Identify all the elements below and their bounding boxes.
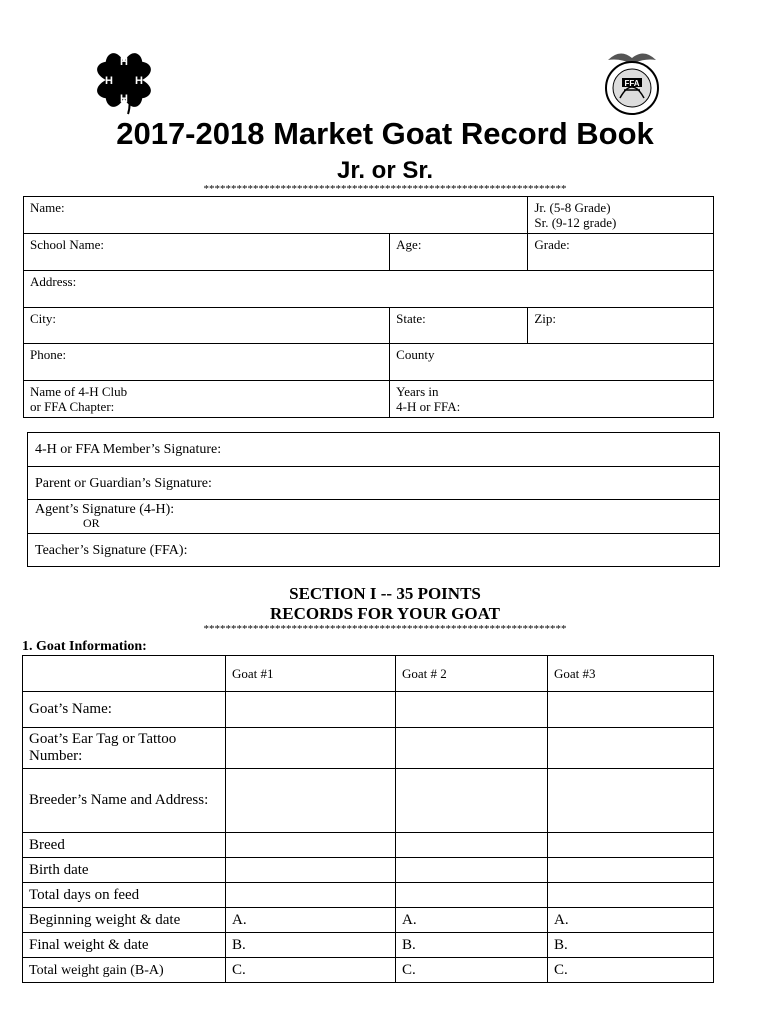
years-field[interactable] (390, 381, 714, 418)
ffa-emblem-logo (598, 46, 666, 118)
zip-field[interactable] (528, 308, 714, 344)
name-field[interactable] (24, 197, 528, 234)
goat-2-name-cell[interactable] (396, 692, 548, 728)
goat-3-birth-cell[interactable] (548, 858, 714, 883)
svg-text:H: H (120, 56, 128, 68)
goat-1-begin-cell[interactable]: A. (226, 908, 396, 933)
weight-gain-label: Total weight gain (B-A) (23, 958, 226, 983)
section-heading: SECTION I -- 35 POINTS (289, 584, 481, 603)
personal-info-table (23, 196, 714, 418)
school-name-field[interactable] (24, 234, 390, 271)
goat-1-name-cell[interactable] (226, 692, 396, 728)
school-name-label: School Name: (30, 237, 105, 252)
breeder-label: Breeder’s Name and Address: (23, 769, 226, 833)
state-field[interactable] (390, 308, 528, 344)
years-label-line1: Years in (396, 384, 439, 399)
goat-2-gain-cell[interactable]: C. (396, 958, 548, 983)
phone-label: Phone: (30, 347, 67, 362)
goat-2-breed-cell[interactable] (396, 833, 548, 858)
goat-2-final-cell[interactable]: B. (396, 933, 548, 958)
goat-1-birth-cell[interactable] (226, 858, 396, 883)
goat-1-days-cell[interactable] (226, 883, 396, 908)
goat-2-breeder-cell[interactable] (396, 769, 548, 833)
zip-label: Zip: (534, 311, 557, 326)
grade-field[interactable] (528, 234, 714, 271)
division-field[interactable] (528, 197, 714, 234)
svg-text:H: H (105, 75, 113, 87)
agent-signature-label: Agent’s Signature (4-H): (35, 502, 175, 517)
goat-header-blank (23, 656, 226, 692)
parent-signature-field[interactable] (28, 467, 720, 500)
goat-2-days-cell[interactable] (396, 883, 548, 908)
goat-name-label: Goat’s Name: (23, 692, 226, 728)
svg-text:H: H (120, 93, 128, 105)
or-label: OR (83, 516, 100, 530)
age-label: Age: (396, 237, 422, 252)
goat-3-name-cell[interactable] (548, 692, 714, 728)
goat-tag-label-line2: Number: (29, 748, 83, 764)
goat-2-header: Goat # 2 (396, 656, 548, 692)
signatures-table (27, 432, 720, 567)
member-signature-field[interactable] (28, 433, 720, 467)
agent-signature-field[interactable] (28, 500, 720, 534)
page-subtitle: Jr. or Sr. (336, 157, 434, 184)
city-label: City: (30, 311, 57, 326)
goat-1-breed-cell[interactable] (226, 833, 396, 858)
goat-3-gain-cell[interactable]: C. (548, 958, 714, 983)
svg-text:H: H (135, 75, 143, 87)
goat-2-begin-cell[interactable]: A. (396, 908, 548, 933)
city-field[interactable] (24, 308, 390, 344)
club-chapter-field[interactable] (24, 381, 390, 418)
goat-info-table (22, 655, 714, 983)
club-label-line2: or FFA Chapter: (30, 399, 115, 414)
phone-field[interactable] (24, 344, 390, 381)
breed-label: Breed (23, 833, 226, 858)
name-label: Name: (30, 200, 65, 215)
age-field[interactable] (390, 234, 528, 271)
sr-division-label: Sr. (9-12 grade) (534, 215, 617, 230)
4h-clover-logo (88, 44, 160, 122)
goat-3-tag-cell[interactable] (548, 728, 714, 769)
years-label-line2: 4-H or FFA: (396, 399, 461, 414)
goat-info-heading: 1. Goat Information: (22, 639, 147, 654)
county-field[interactable] (390, 344, 714, 381)
parent-signature-label: Parent or Guardian’s Signature: (35, 476, 212, 491)
section-subheading: RECORDS FOR YOUR GOAT (270, 604, 500, 623)
goat-1-breeder-cell[interactable] (226, 769, 396, 833)
section-star-divider: ****************************************************************** (203, 623, 567, 635)
state-label: State: (396, 311, 426, 326)
goat-tag-label-line1: Goat’s Ear Tag or Tattoo (29, 731, 177, 747)
days-on-feed-label: Total days on feed (23, 883, 226, 908)
goat-3-begin-cell[interactable]: A. (548, 908, 714, 933)
final-weight-label: Final weight & date (23, 933, 226, 958)
member-signature-label: 4-H or FFA Member’s Signature: (35, 442, 222, 457)
goat-3-breeder-cell[interactable] (548, 769, 714, 833)
goat-1-gain-cell[interactable]: C. (226, 958, 396, 983)
goat-1-final-cell[interactable]: B. (226, 933, 396, 958)
address-label: Address: (30, 274, 77, 289)
jr-division-label: Jr. (5-8 Grade) (534, 200, 611, 215)
goat-tag-label (23, 728, 226, 769)
county-label: County (396, 347, 435, 362)
birth-date-label: Birth date (23, 858, 226, 883)
goat-2-tag-cell[interactable] (396, 728, 548, 769)
grade-label: Grade: (534, 237, 570, 252)
goat-1-header: Goat #1 (226, 656, 396, 692)
goat-3-breed-cell[interactable] (548, 833, 714, 858)
beginning-weight-label: Beginning weight & date (23, 908, 226, 933)
teacher-signature-field[interactable] (28, 534, 720, 567)
address-field[interactable] (24, 271, 714, 308)
star-divider: ****************************************************************** (203, 183, 567, 195)
goat-3-days-cell[interactable] (548, 883, 714, 908)
goat-3-final-cell[interactable]: B. (548, 933, 714, 958)
goat-3-header: Goat #3 (548, 656, 714, 692)
club-label-line1: Name of 4-H Club (30, 384, 128, 399)
page-title: 2017-2018 Market Goat Record Book (116, 116, 654, 151)
teacher-signature-label: Teacher’s Signature (FFA): (35, 543, 188, 558)
ffa-logo-text: FFA (624, 79, 640, 88)
goat-1-tag-cell[interactable] (226, 728, 396, 769)
goat-2-birth-cell[interactable] (396, 858, 548, 883)
